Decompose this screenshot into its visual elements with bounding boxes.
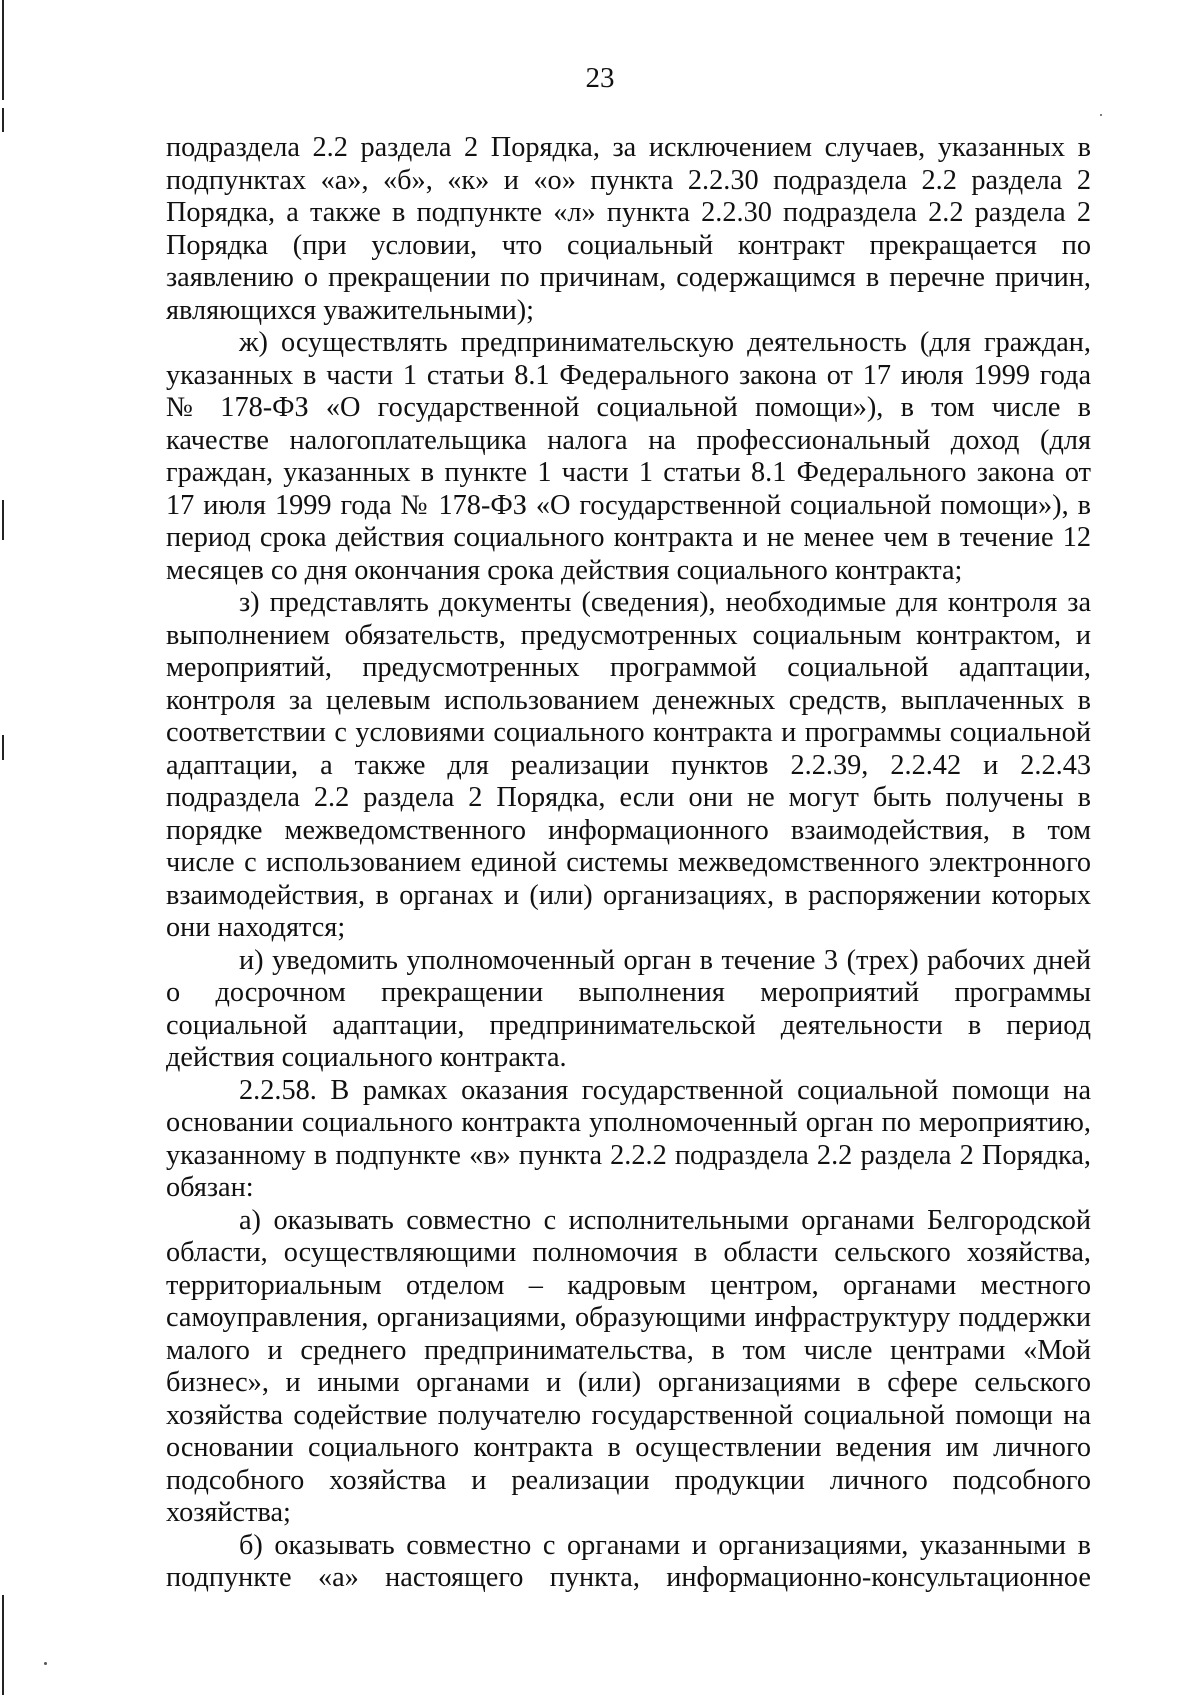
document-body — [166, 132, 1091, 1595]
scan-edge-mark-bottom — [2, 1595, 4, 1695]
scan-edge-mark-middle — [2, 500, 4, 540]
scan-speck — [1100, 114, 1102, 116]
page-number: 23 — [585, 62, 615, 94]
paragraph-item-a: а) оказывать совместно с исполнительными органами Белгородской области, осуществляющими полномочия в области сельского хозяйства, территориальным отделом – кадровым центром, органами местного самоуправления, организациями, образующими инфраструктуру поддержки малого и среднего предпринимательства, в том числе центрами «Мой бизнес», и иными органами и (или) организациями в сфере сельского хозяйства содействие получателю государственной социальной помощи на основании социального контракта в осуществлении ведения им личного подсобного хозяйства и реализации продукции личного подсобного хозяйства; — [166, 1204, 1091, 1528]
scan-edge-mark-upper — [2, 108, 4, 132]
paragraph-item-b: б) оказывать совместно с органами и организациями, указанными в подпункте «а» настоящего пункта, информационно-консультационное — [166, 1529, 1091, 1593]
paragraph-item-i: и) уведомить уполномоченный орган в течение 3 (трех) рабочих дней о досрочном прекращении выполнения мероприятий программы социальной адаптации, предпринимательской деятельности в период действия социального контракта. — [166, 944, 1091, 1073]
paragraph-clause-2-2-58: 2.2.58. В рамках оказания государственной социальной помощи на основании социального контракта уполномоченный орган по мероприятию, указанному в подпункте «в» пункта 2.2.2 подраздела 2.2 раздела 2 Порядка, обязан: — [166, 1074, 1091, 1203]
paragraph-item-z: з) представлять документы (сведения), необходимые для контроля за выполнением обязательств, предусмотренных социальным контрактом, и мероприятий, предусмотренных программой социальной адаптации, контроля за целевым использованием денежных средств, выплаченных в соответствии с условиями социального контракта и программы социальной адаптации, а также для реализации пунктов 2.2.39, 2.2.42 и 2.2.43 подраздела 2.2 раздела 2 Порядка, если они не могут быть получены в порядке межведомственного информационного взаимодействия, в том числе с использованием единой системы межведомственного электронного взаимодействия, в органах и (или) организациях, в распоряжении которых они находятся; — [166, 587, 1091, 943]
paragraph-continuation: подраздела 2.2 раздела 2 Порядка, за исключением случаев, указанных в подпунктах «а», «б», «к» и «о» пункта 2.2.30 подраздела 2.2 раздела 2 Порядка, а также в подпункте «л» пункта 2.2.30 подраздела 2.2 раздела 2 Порядка (при условии, что социальный контракт прекращается по заявлению о прекращении по причинам, содержащимся в перечне причин, являющихся уважительными); — [166, 132, 1091, 326]
scan-edge-mark-lower — [2, 735, 4, 760]
paragraph-item-zh: ж) осуществлять предпринимательскую деятельность (для граждан, указанных в части 1 статьи 8.1 Федерального закона от 17 июля 1999 года № 178-ФЗ «О государственной социальной помощи»), в том числе в качестве налогоплательщика налога на профессиональный доход (для граждан, указанных в пункте 1 части 1 статьи 8.1 Федерального закона от 17 июля 1999 года № 178-ФЗ «О государственной социальной помощи»), в период срока действия социального контракта и не менее чем в течение 12 месяцев со дня окончания срока действия социального контракта; — [166, 327, 1091, 586]
scan-speck — [44, 1662, 47, 1665]
